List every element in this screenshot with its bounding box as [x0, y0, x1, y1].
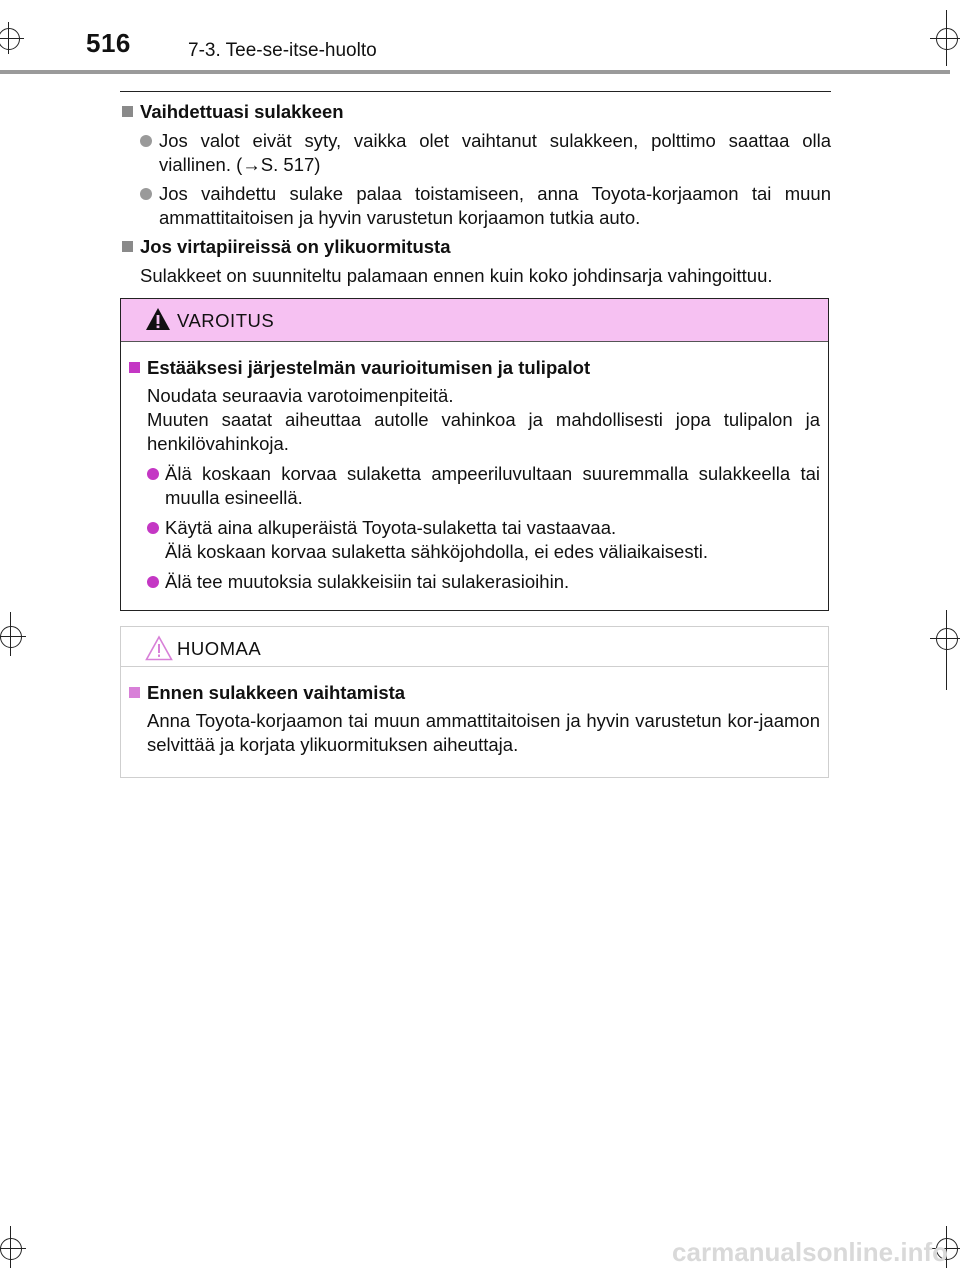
page-number: 516	[86, 28, 131, 58]
square-marker-icon	[122, 241, 133, 252]
bullet-dot-icon	[147, 522, 159, 534]
section-heading	[120, 235, 831, 259]
section-title: 7-3. Tee-se-itse-huolto	[188, 40, 377, 61]
warning-heading	[127, 356, 820, 380]
warning-header	[121, 299, 828, 342]
bullet-dot-icon	[140, 135, 152, 147]
notice-title: HUOMAA	[177, 638, 262, 659]
notice-body	[121, 667, 828, 757]
warning-title: VAROITUS	[177, 310, 275, 331]
square-marker-icon	[122, 106, 133, 117]
watermark: carmanualsonline.info	[672, 1237, 948, 1267]
content-top-rule	[120, 91, 831, 92]
warning-bullet	[127, 570, 820, 594]
warning-body	[121, 342, 828, 594]
notice-text: Anna Toyota-korjaamon tai muun ammattitaitoisen ja hyvin varustetun kor-jaamon selvittää ja korjata ylikuormituksen aiheuttaja.	[147, 710, 820, 755]
warning-heading-text: Estääksesi järjestelmän vaurioitumisen ja tulipalot	[147, 357, 591, 378]
bullet-item	[120, 182, 831, 230]
main-content	[120, 100, 831, 288]
warning-intro: Muuten saatat aiheuttaa autolle vahinkoa ja mahdollisesti jopa tulipalon ja henkilövahinkoja.	[147, 409, 820, 454]
notice-box	[120, 626, 829, 778]
notice-heading-text: Ennen sulakkeen vaihtamista	[147, 682, 406, 703]
header-rule	[0, 70, 950, 74]
square-marker-icon	[129, 687, 140, 698]
warning-bullet	[127, 516, 820, 564]
warning-bullet	[127, 462, 820, 510]
bullet-text: Älä koskaan korvaa sulaketta ampeeriluvultaan suuremmalla sulakkeella tai muulla esineellä.	[165, 463, 820, 508]
warning-intro: Noudata seuraavia varotoimenpiteitä.	[147, 385, 454, 406]
square-marker-icon	[129, 362, 140, 373]
section-heading-text: Jos virtapiireissä on ylikuormitusta	[140, 236, 451, 257]
bullet-dot-icon	[147, 468, 159, 480]
bullet-dot-icon	[140, 188, 152, 200]
warning-triangle-icon	[145, 307, 171, 331]
section-heading	[120, 100, 831, 124]
bullet-item	[120, 129, 831, 177]
warning-box	[120, 298, 829, 611]
bullet-dot-icon	[147, 576, 159, 588]
bullet-text: Käytä aina alkuperäistä Toyota-sulaketta tai vastaavaa.	[165, 517, 617, 538]
bullet-text-continued: Älä koskaan korvaa sulaketta sähköjohdolla, ei edes väliaikaisesti.	[165, 541, 708, 562]
bullet-text: Älä tee muutoksia sulakkeisiin tai sulakerasioihin.	[165, 571, 570, 592]
caution-triangle-icon	[145, 635, 173, 661]
bullet-text: Jos vaihdettu sulake palaa toistamiseen, anna Toyota-korjaamon tai muun ammattitaitoisen ja hyvin varustetun korjaamon tutkia auto.	[159, 183, 831, 228]
bullet-text: Jos valot eivät syty, vaikka olet vaihtanut sulakkeen, polttimo saattaa olla viallinen. (→S. 517)	[159, 130, 831, 175]
notice-header	[121, 627, 828, 667]
section-paragraph: Sulakkeet on suunniteltu palamaan ennen kuin koko johdinsarja vahingoittuu.	[140, 265, 773, 286]
section-heading-text: Vaihdettuasi sulakkeen	[140, 101, 344, 122]
notice-heading	[127, 681, 820, 705]
